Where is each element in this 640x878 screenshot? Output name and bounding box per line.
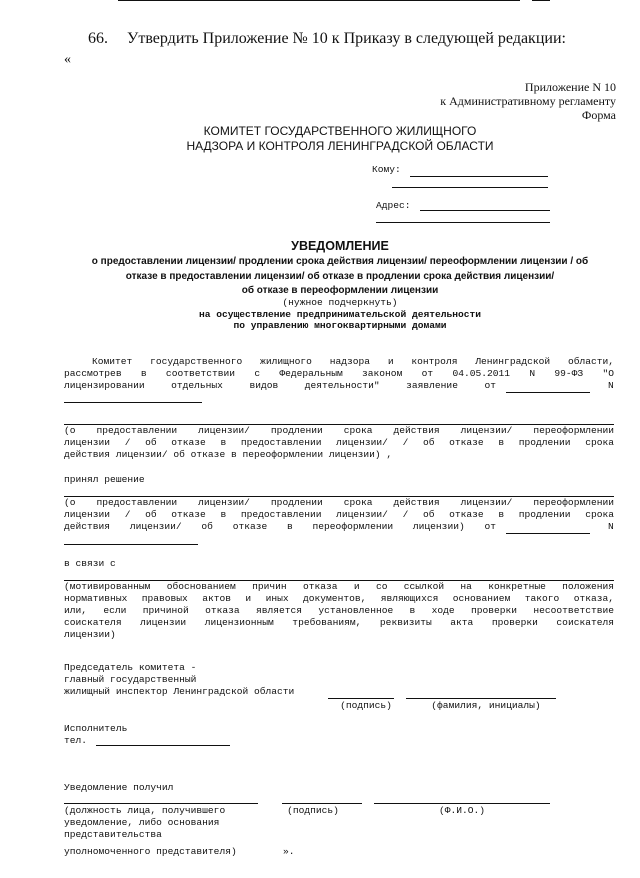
executor-phone-label: тел. <box>64 735 88 746</box>
body-p3-line-1: (о предоставлении лицензии/ продлении срока действия лицензии/ переоформлении <box>64 497 614 508</box>
number-blank-2 <box>64 544 198 545</box>
received-signature-caption: (подпись) <box>287 805 339 816</box>
authority-line-2: НАДЗОРА И КОНТРОЛЯ ЛЕНИНГРАДСКОЙ ОБЛАСТИ <box>186 139 494 153</box>
body-p4-line-2: нормативных правовых актов и иных документов, являющихся основанием такого отказа, <box>64 593 614 604</box>
notice-title: УВЕДОМЛЕНИЕ <box>291 239 389 253</box>
executor-phone-line <box>96 745 230 746</box>
body-p1-line-2: рассмотрев в соответствии с Федеральным законом от 04.05.2011 N 99-ФЗ "О <box>64 368 614 379</box>
received-fio-caption: (Ф.И.О.) <box>438 805 486 816</box>
chairman-line-2: главный государственный <box>64 674 197 685</box>
received-fio-line <box>374 803 550 804</box>
body-p1-line-3: лицензировании отдельных видов деятельности" заявление от <box>64 380 496 391</box>
activity-line-1: на осуществление предпринимательской деятельности <box>198 309 482 320</box>
top-border-line-right <box>532 0 550 1</box>
notice-subtitle-1: о предоставлении лицензии/ продлении срока действия лицензии/ переоформлении лицензии / об <box>91 256 589 267</box>
received-position-caption-3: представительства <box>64 829 162 840</box>
body-p4-line-5: лицензии) <box>64 629 116 640</box>
number-mark-1: N <box>608 380 614 391</box>
body-p4-line-4: соискателя лицензии лицензионным требованиям, реквизиты акта проверки соискателя <box>64 617 614 628</box>
number-mark-2: N <box>608 521 614 532</box>
address-label: Адрес: <box>376 200 411 211</box>
annex-line-2: к Административному регламенту <box>440 94 616 108</box>
body-p4-line-3: или, если причиной отказа является установленное в ходе проверки несоответствие <box>64 605 614 616</box>
annex-line-3: Форма <box>581 108 616 122</box>
executor-label: Исполнитель <box>64 723 128 734</box>
chairman-signature-line <box>328 698 394 699</box>
open-quote: « <box>64 52 71 67</box>
body-p4-line-1: (мотивированным обоснованием причин отказа и со ссылкой на конкретные положения <box>64 581 614 592</box>
body-p2-line-2: лицензии / об отказе в предоставлении лицензии/ / об отказе в продлении срока <box>64 437 614 448</box>
close-quote: ». <box>283 846 295 857</box>
item-number: 66. <box>88 30 108 47</box>
annex-line-1: Приложение N 10 <box>524 80 616 94</box>
chairman-signature-caption: (подпись) <box>340 700 392 711</box>
chairman-line-3: жилищный инспектор Ленинградской области <box>64 686 295 697</box>
received-position-caption-4: уполномоченного представителя) <box>64 846 237 857</box>
body-p1-line-1: Комитет государственного жилищного надзора и контроля Ленинградской области, <box>92 356 614 367</box>
received-label: Уведомление получил <box>64 782 174 793</box>
body-p2-line-3: действия лицензии/ об отказе в переоформлении лицензии) , <box>64 449 393 460</box>
underline-note: (нужное подчеркнуть) <box>282 297 398 308</box>
chairman-name-caption: (фамилия, инициалы) <box>431 700 541 711</box>
item-text: Утвердить Приложение № 10 к Приказу в следующей редакции: <box>127 30 566 47</box>
received-position-line <box>64 803 258 804</box>
body-p3-line-3: действия лицензии/ об отказе в переоформлении лицензии) от <box>64 521 496 532</box>
number-blank-1 <box>64 402 202 403</box>
decision-label: принял решение <box>64 474 145 485</box>
body-p3-line-2: лицензии / об отказе в предоставлении лицензии/ / об отказе в продлении срока <box>64 509 614 520</box>
notice-subtitle-2: отказе в предоставлении лицензии/ об отказе в продлении срока действия лицензии/ <box>125 271 555 282</box>
authority-line-1: КОМИТЕТ ГОСУДАРСТВЕННОГО ЖИЛИЩНОГО <box>203 124 477 138</box>
date-blank-2 <box>506 533 590 534</box>
received-signature-line <box>282 803 362 804</box>
body-p2-line-1: (о предоставлении лицензии/ продлении срока действия лицензии/ переоформлении <box>64 425 614 436</box>
received-position-caption-2: уведомление, либо основания <box>64 817 220 828</box>
chairman-line-1: Председатель комитета - <box>64 662 197 673</box>
top-border-line <box>118 0 520 1</box>
notice-subtitle-3: об отказе в переоформлении лицензии <box>241 285 439 296</box>
chairman-name-line <box>406 698 556 699</box>
address-line-1 <box>420 210 550 211</box>
to-line-2 <box>392 187 548 188</box>
to-line-1 <box>410 176 548 177</box>
activity-line-2: по управлению многоквартирными домами <box>233 320 447 331</box>
received-position-caption-1: (должность лица, получившего <box>64 805 226 816</box>
to-label: Кому: <box>372 164 401 175</box>
address-line-2 <box>376 222 550 223</box>
date-blank-1 <box>506 392 590 393</box>
due-to-label: в связи с <box>64 558 116 569</box>
